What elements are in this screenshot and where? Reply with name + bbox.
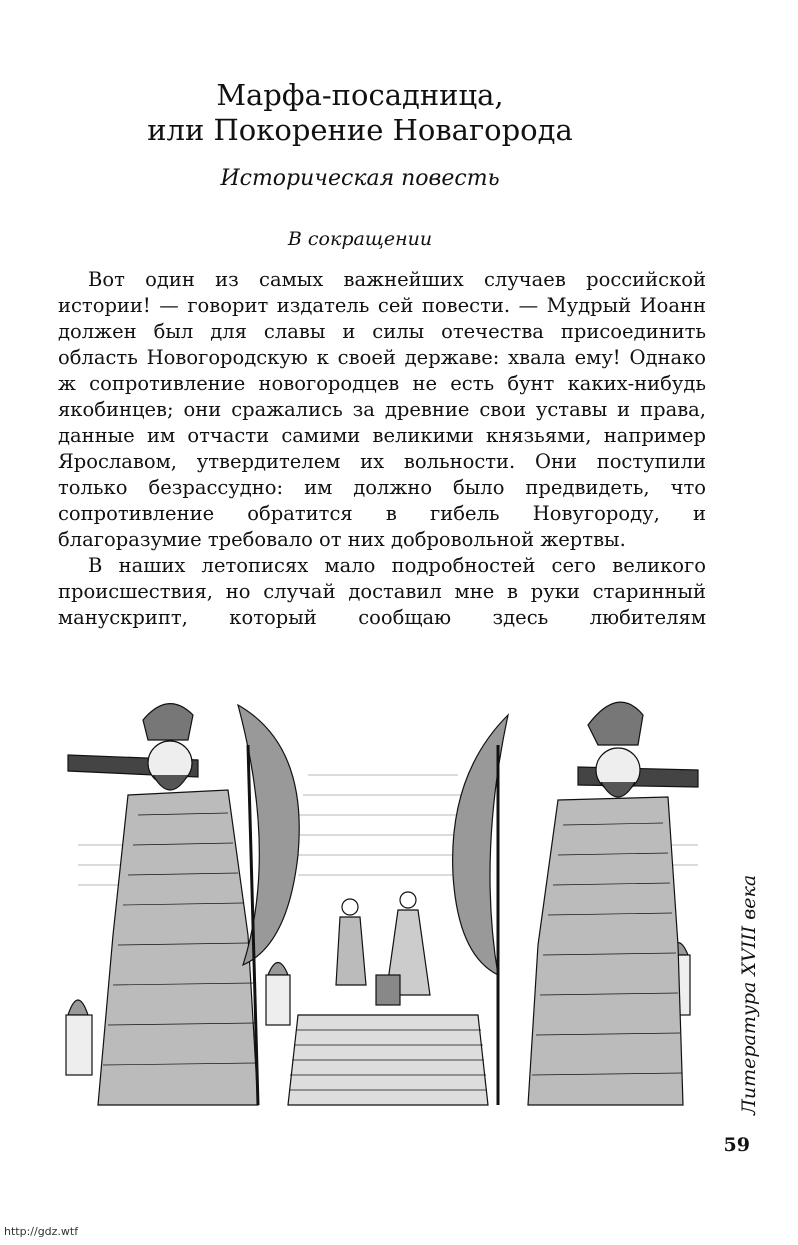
title-line-1: Марфа-посадница, [216, 78, 504, 112]
abridged-note: В сокращении [287, 228, 433, 250]
engraving-guards-with-axes-icon [58, 685, 708, 1115]
paragraph-2: В наших летописях мало подробностей сего великого происшествия, но случай доставил мне в руки старинный манускрипт, который сообщаю здесь любителям [58, 554, 706, 629]
subtitle: Историческая повесть [220, 166, 500, 191]
page-number: 59 [723, 1134, 750, 1156]
title-line-2: или Покорение Новагорода [147, 113, 573, 147]
watermark-url[interactable]: http://gdz.wtf [4, 1225, 79, 1238]
section-side-label: Литература XVIII века [738, 874, 760, 1115]
page-title [60, 78, 660, 148]
body-text [58, 267, 706, 631]
paragraph-1: Вот один из самых важнейших случаев российской истории! — говорит издатель сей повести. — Мудрый Иоанн должен был для славы и силы отечества присоединить область Новогородскую к своей державе: хвала ему! Однако ж сопротивление новогородцев не есть бунт каких-нибудь якобинцев; они сражались за древние свои уставы и права, данные им отчасти самими великими князьями, например Ярославом, утвердителем их вольности. Они поступили только безрассудно: им должно было предвидеть, что сопротивление обратится в гибель Новугороду, и благоразумие требовало от них добровольной жертвы. [58, 268, 706, 551]
